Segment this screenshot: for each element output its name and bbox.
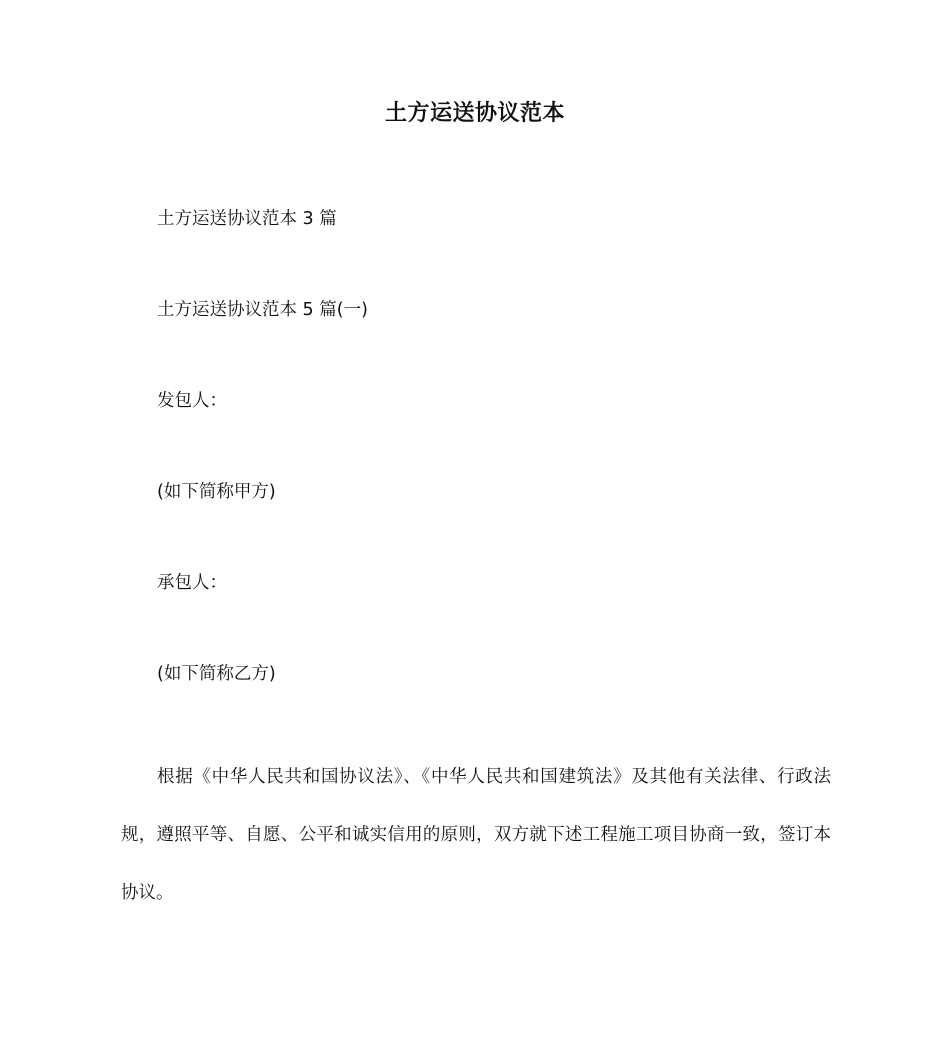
paragraph-party-b-note: (如下简称乙方) bbox=[157, 664, 276, 684]
paragraph-agreement-basis: 根据《中华人民共和国协议法》、《中华人民共和国建筑法》及其他有关法律、行政法规，遵照平等、自愿、公平和诚实信用的原则，双方就下述工程施工项目协商一致，签订本协议。 bbox=[121, 767, 831, 903]
paragraph-section-heading: 土方运送协议范本 5 篇(一) bbox=[157, 300, 368, 320]
paragraph-employer-label: 发包人： bbox=[157, 391, 227, 411]
paragraph-party-a-note: (如下简称甲方) bbox=[157, 482, 276, 502]
paragraph-contractor-label: 承包人： bbox=[157, 573, 227, 593]
paragraph-collection-heading: 土方运送协议范本 3 篇 bbox=[157, 209, 337, 229]
document-title: 土方运送协议范本 bbox=[384, 101, 565, 126]
